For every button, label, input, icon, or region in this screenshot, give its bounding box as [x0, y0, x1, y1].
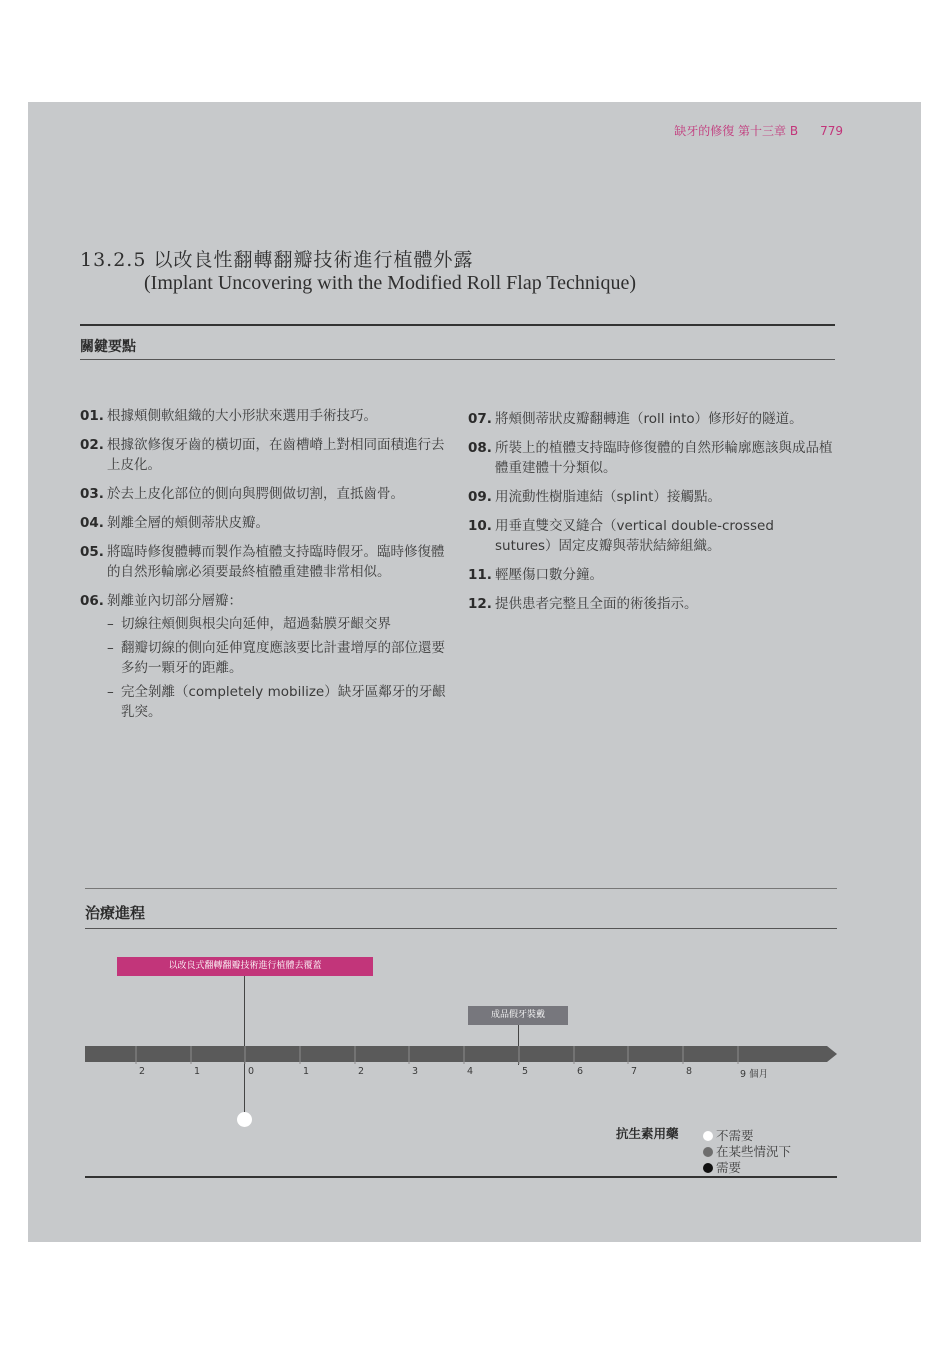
timeline-tick-label: 4: [467, 1066, 474, 1077]
page-sheet: [28, 102, 921, 1242]
timeline-tick-label: 2: [358, 1066, 365, 1077]
page-number: 779: [820, 124, 843, 138]
antibiotic-legend-title: 抗生素用藥: [616, 1126, 679, 1141]
item-text: 用垂直雙交叉縫合（vertical double-crossed sutures）固定皮瓣與蒂狀結締組織。: [495, 518, 774, 554]
divider: [85, 928, 837, 929]
surgery-event-label: 以改良式翻轉翻瓣技術進行植體去覆蓋: [117, 957, 373, 976]
dash-bullet: –: [107, 684, 114, 700]
legend-item-needed: [703, 1158, 741, 1176]
sub-item-text: 翻瓣切線的側向延伸寬度應該要比計畫增厚的部位還要多約一顆牙的距離。: [121, 640, 445, 676]
divider: [85, 1176, 837, 1178]
item-text: 將頰側蒂狀皮瓣翻轉進（roll into）修形好的隧道。: [495, 411, 803, 427]
list-item: [80, 591, 450, 722]
timeline-tick-label: 2: [139, 1066, 146, 1077]
item-text: 輕壓傷口數分鐘。: [495, 567, 603, 583]
sub-item-text: 完全剝離（completely mobilize）缺牙區鄰牙的牙齦乳突。: [121, 684, 446, 720]
item-number: 07.: [468, 411, 492, 427]
item-text: 根據頰側軟組織的大小形狀來選用手術技巧。: [107, 408, 377, 424]
item-text: 根據欲修復牙齒的橫切面，在齒槽嵴上對相同面積進行去上皮化。: [107, 437, 445, 473]
item-number: 09.: [468, 489, 492, 505]
divider: [80, 359, 835, 360]
item-number: 02.: [80, 437, 104, 453]
key-points-right-column: [468, 409, 833, 623]
treatment-heading: 治療進程: [85, 904, 146, 922]
key-points-left-column: [80, 406, 450, 731]
list-item: [80, 542, 450, 582]
item-number: 11.: [468, 567, 492, 583]
running-head-text: 缺牙的修復 第十三章 B: [674, 124, 799, 138]
sub-item: [107, 614, 450, 634]
item-number: 12.: [468, 596, 492, 612]
item-number: 06.: [80, 593, 104, 609]
timeline-tick-label: 6: [577, 1066, 584, 1077]
divider: [85, 888, 837, 889]
item-number: 04.: [80, 515, 104, 531]
item-text: 於去上皮化部位的側向與腭側做切割，直抵齒骨。: [107, 486, 404, 502]
item-number: 03.: [80, 486, 104, 502]
legend-label: 在某些情況下: [716, 1144, 792, 1159]
sub-item-text: 切線往頰側與根尖向延伸，超過黏膜牙齦交界: [121, 616, 391, 632]
item-text: 將臨時修復體轉而製作為植體支持臨時假牙。臨時修復體的自然形輪廓必須要最終植體重建體非常相似。: [107, 544, 445, 580]
item-text: 所裝上的植體支持臨時修復體的自然形輪廓應該與成品植體重建體十分類似。: [495, 440, 833, 476]
list-item: [468, 594, 833, 614]
list-item: [80, 513, 450, 533]
item-number: 05.: [80, 544, 104, 560]
timeline-tick-label: 1: [303, 1066, 310, 1077]
divider: [80, 324, 835, 326]
timeline-arrow: [85, 1044, 845, 1064]
dash-bullet: –: [107, 616, 114, 632]
legend-dot: [703, 1131, 713, 1141]
item-number: 08.: [468, 440, 492, 456]
item-text: 提供患者完整且全面的術後指示。: [495, 596, 698, 612]
timeline-tick-label: 7: [631, 1066, 638, 1077]
legend-label: 不需要: [716, 1128, 754, 1143]
timeline-tick-label: 1: [194, 1066, 201, 1077]
legend-dot: [703, 1163, 713, 1173]
legend-label: 需要: [716, 1160, 742, 1175]
list-item: [80, 435, 450, 475]
list-item: [468, 516, 833, 556]
item-text: 用流動性樹脂連結（splint）接觸點。: [495, 489, 721, 505]
sub-item: [107, 638, 450, 678]
antibiotic-not-needed-marker: [237, 1112, 252, 1127]
item-number: 01.: [80, 408, 104, 424]
list-item: [468, 409, 833, 429]
final-prosthesis-event-label: 成品假牙裝戴: [468, 1006, 568, 1025]
legend-dot: [703, 1147, 713, 1157]
list-item: [468, 438, 833, 478]
item-number: 10.: [468, 518, 492, 534]
section-subtitle: (Implant Uncovering with the Modified Roll Flap Technique): [144, 272, 637, 294]
section-title: 13.2.5 以改良性翻轉翻瓣技術進行植體外露: [80, 249, 474, 271]
item-text: 剝離並內切部分層瓣：: [107, 593, 242, 609]
timeline-tick-label: 9 個月: [740, 1069, 769, 1080]
running-head: [588, 122, 843, 139]
timeline-tick-label: 3: [412, 1066, 419, 1077]
timeline-tick-label: 0: [248, 1066, 255, 1077]
dash-bullet: –: [107, 640, 114, 656]
list-item: [80, 406, 450, 426]
timeline-tick-label: 8: [686, 1066, 693, 1077]
timeline-bar: [85, 1046, 837, 1062]
timeline-tick-label: 5: [522, 1066, 529, 1077]
list-item: [80, 484, 450, 504]
list-item: [468, 565, 833, 585]
list-item: [468, 487, 833, 507]
item-text: 剝離全層的頰側蒂狀皮瓣。: [107, 515, 269, 531]
sub-item: [107, 682, 450, 722]
key-points-heading: 關鍵要點: [80, 339, 136, 355]
